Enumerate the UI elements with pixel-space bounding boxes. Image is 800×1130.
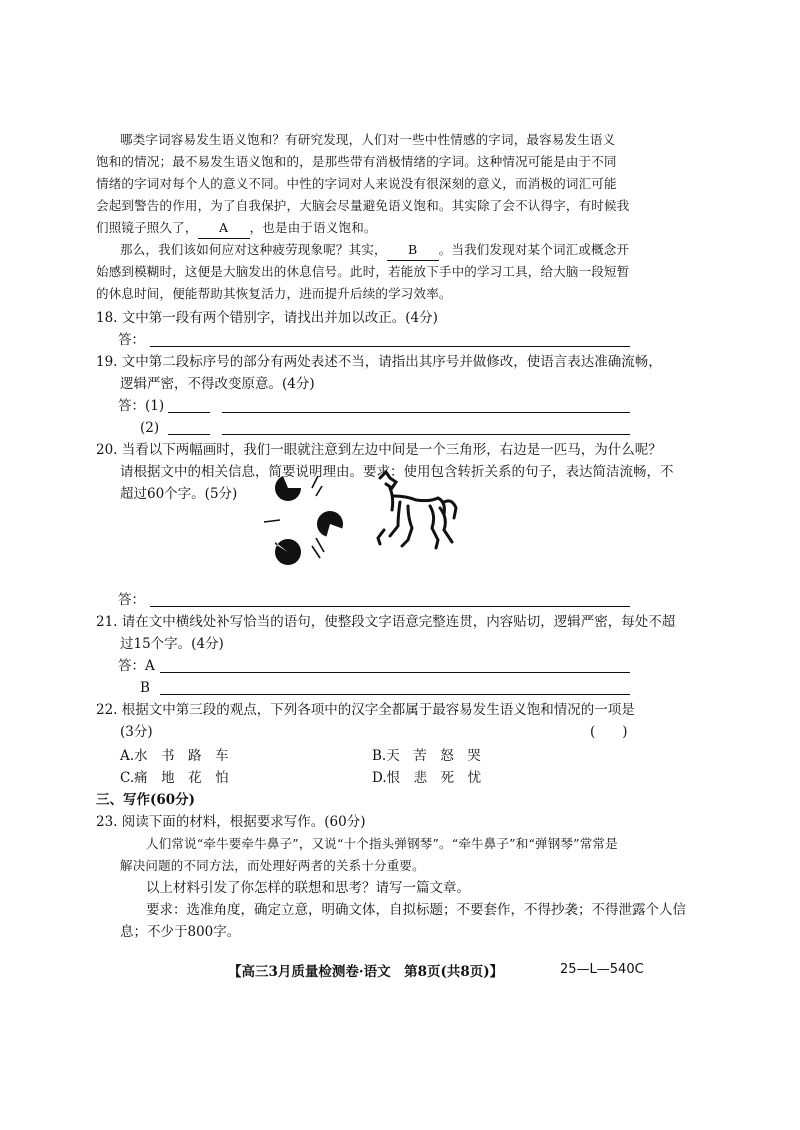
answer-label: 答：	[118, 332, 145, 348]
passage-line: 情绪的字词对每个人的意义不同。中性的字词对人来说没有很深刻的意义，而消极的词汇可能	[96, 176, 617, 191]
question-19-line2: 逻辑严密，不得改变原意。(4分)	[120, 376, 315, 392]
question-23: 23. 阅读下面的材料，根据要求写作。(60分)	[96, 814, 366, 830]
option-d: D.恨 悲 死 忧	[372, 770, 482, 786]
answer-line[interactable]	[160, 672, 630, 673]
exam-code: 25—L—540C	[560, 962, 644, 977]
passage-text: 。当我们发现对某个词汇或概念开	[438, 242, 630, 257]
illusion-figure	[258, 466, 478, 586]
kanizsa-triangle-figure	[275, 476, 347, 565]
passage-text: 们照镜子照久了，	[96, 220, 198, 235]
answer-label-b: B	[140, 680, 150, 696]
question-21-line1: 21. 请在文中横线处补写恰当的语句，使整段文字语意完整连贯，内容贴切，逻辑严密，每处不超	[96, 614, 676, 630]
option-b: B.天 苦 怒 哭	[372, 748, 481, 764]
answer-paren[interactable]: ( )	[590, 724, 628, 740]
question-19-line1: 19. 文中第二段标序号的部分有两处表述不当，请指出其序号并做修改，使语言表达准确流畅，	[96, 354, 662, 370]
passage-line: 始感到模糊时，这便是大脑发出的休息信号。此时，若能放下手中的学习工具，给大脑一段短暂	[96, 264, 630, 279]
question-20-line1: 20. 当看以下两幅画时，我们一眼就注意到左边中间是一个三角形，右边是一匹马，为什么呢？	[96, 442, 662, 458]
passage-line: 会起到警告的作用，为了自我保护，大脑会尽量避免语义饱和。其实除了会不认得字，有时候我	[96, 198, 630, 213]
passage-text: ，也是由于语义饱和。	[249, 220, 377, 235]
question-22-line1: 22. 根据文中第三段的观点，下列各项中的汉字全都属于最容易发生语义饱和情况的一项是	[96, 702, 635, 718]
answer-line[interactable]	[150, 606, 630, 607]
writing-requirements: 息；不少于800字。	[120, 924, 241, 940]
question-21-line2: 过15个字。(4分)	[120, 636, 224, 652]
answer-label: 答：	[118, 592, 145, 608]
writing-requirements: 要求：选准角度，确定立意，明确文体，自拟标题；不要套作，不得抄袭；不得泄露个人信	[146, 902, 686, 918]
answer-line[interactable]	[222, 412, 630, 413]
answer-label-1: 答：(1)	[118, 398, 165, 414]
passage-text: 那么，我们该如何应对这种疲劳现象呢？其实，	[120, 242, 387, 257]
question-20-line2: 请根据文中的相关信息，简要说明理由。要求：使用包含转折关系的句子，表达简洁流畅，不	[120, 464, 674, 480]
answer-line[interactable]	[168, 412, 210, 413]
material-line: 人们常说“牵牛要牵牛鼻子”，又说“十个指头弹钢琴”。“牵牛鼻子”和“弹钢琴”常常是	[146, 836, 618, 851]
section-heading: 三、写作(60分)	[96, 792, 196, 808]
option-a: A.水 书 路 车	[120, 748, 229, 764]
passage-line: 的休息时间，便能帮助其恢复活力，进而提升后续的学习效率。	[96, 286, 452, 301]
answer-line[interactable]	[168, 434, 210, 435]
question-18: 18. 文中第一段有两个错别字，请找出并加以改正。(4分)	[96, 310, 438, 326]
question-22-score: (3分)	[120, 724, 153, 740]
page-footer: 【高三3月质量检测卷·语文 第8页(共8页)】	[228, 964, 504, 980]
answer-label-a: 答：A	[118, 658, 155, 674]
horse-figure	[378, 472, 456, 548]
blank-b: B	[387, 240, 439, 261]
answer-label-2: (2)	[140, 420, 160, 436]
answer-line[interactable]	[222, 434, 630, 435]
answer-line[interactable]	[160, 694, 630, 695]
blank-a: A	[198, 218, 250, 239]
passage-line	[96, 218, 377, 239]
passage-line: 哪类字词容易发生语义饱和？有研究发现，人们对一些中性情感的字词，最容易发生语义	[120, 132, 616, 147]
question-20-line3: 超过60个字。(5分)	[120, 486, 238, 502]
passage-line: 饱和的情况；最不易发生语义饱和的，是那些带有消极情绪的字词。这种情况可能是由于不同	[96, 154, 617, 169]
option-c: C.痛 地 花 怕	[120, 770, 229, 786]
answer-line[interactable]	[150, 346, 630, 347]
passage-line	[120, 240, 629, 261]
writing-prompt: 以上材料引发了你怎样的联想和思考？请写一篇文章。	[146, 880, 470, 896]
material-line: 解决问题的不同方法，而处理好两者的关系十分重要。	[120, 858, 425, 873]
